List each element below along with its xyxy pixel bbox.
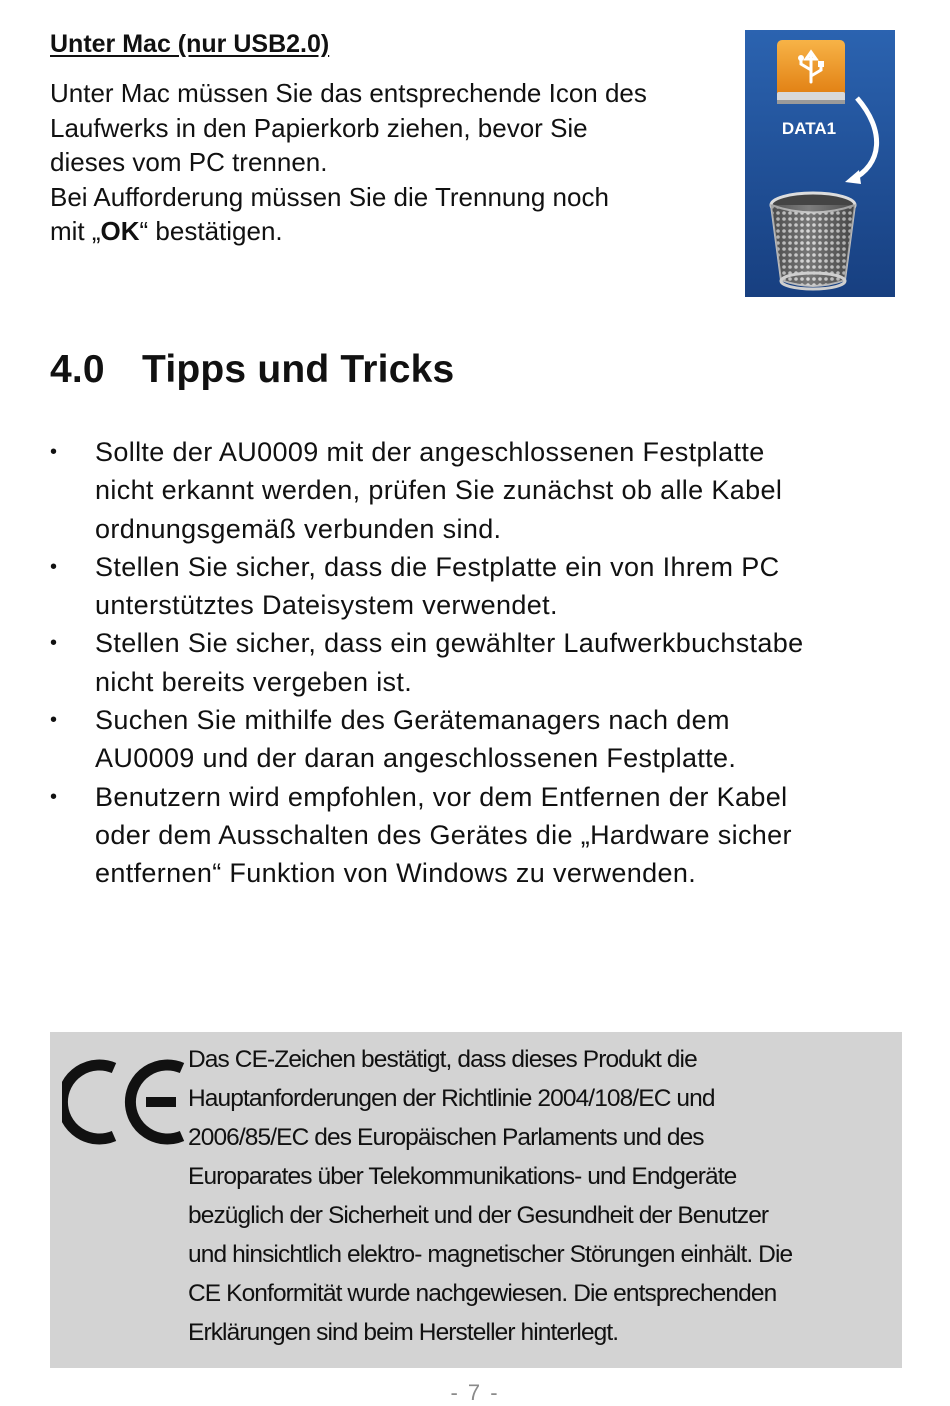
tip-line: entfernen“ Funktion von Windows zu verwenden. (95, 858, 697, 889)
ok-suffix: “ bestätigen. (139, 216, 283, 246)
mac-section-paragraph (50, 76, 730, 249)
list-item (50, 778, 910, 893)
mac-paragraph-line: Unter Mac müssen Sie das entsprechende Icon des (50, 78, 647, 108)
list-item (50, 624, 910, 701)
bullet-icon: • (50, 632, 58, 655)
ce-mark-logo (62, 1048, 187, 1158)
mac-paragraph-line: dieses vom PC trennen. (50, 147, 328, 177)
ce-line: Hauptanforderungen der Richtlinie 2004/108/EC und (188, 1085, 715, 1112)
ce-line: CE Konformität wurde nachgewiesen. Die entsprechenden (188, 1280, 777, 1307)
mac-paragraph-line: Bei Aufforderung müssen Sie die Trennung noch (50, 181, 609, 212)
ce-line: bezüglich der Sicherheit und der Gesundheit der Benutzer (188, 1202, 769, 1229)
section-number: 4.0 (50, 348, 105, 391)
section-title-text: Tipps und Tricks (142, 348, 455, 391)
ce-line: Das CE-Zeichen bestätigt, dass dieses Produkt die (188, 1046, 697, 1073)
usb-drive-icon (777, 40, 845, 104)
tip-line: Suchen Sie mithilfe des Gerätemanagers nach dem (95, 705, 730, 736)
bullet-icon: • (50, 441, 58, 463)
tip-line: Stellen Sie sicher, dass die Festplatte ein von Ihrem PC (95, 551, 780, 582)
mac-paragraph-line: Laufwerks in den Papierkorb ziehen, bevor Sie (50, 112, 588, 143)
drive-label: DATA1 (781, 119, 837, 138)
ce-notice-box (50, 1032, 902, 1368)
tip-line: ordnungsgemäß verbunden sind. (95, 513, 502, 544)
ce-line: Europarates über Telekommunikations- und Endgeräte (188, 1163, 737, 1190)
trash-icon (771, 193, 855, 289)
section-title (50, 348, 454, 392)
mac-paragraph-line-last (50, 216, 283, 246)
drag-to-trash-illustration (745, 30, 895, 297)
ce-line: und hinsichtlich elektro- magnetischer Störungen einhält. Die (188, 1241, 793, 1268)
ce-notice-text (188, 1040, 896, 1352)
page-number: - 7 - (450, 1380, 500, 1405)
tip-line: nicht bereits vergeben ist. (95, 666, 413, 697)
tip-line: nicht erkannt werden, prüfen Sie zunächst ob alle Kabel (95, 475, 783, 506)
tip-line: Sollte der AU0009 mit der angeschlossenen Festplatte (95, 437, 765, 467)
tip-line: AU0009 und der daran angeschlossenen Festplatte. (95, 743, 737, 774)
list-item (50, 433, 910, 548)
ce-line: 2006/85/EC des Europäischen Parlaments und des (188, 1124, 704, 1151)
ok-keyword: OK (100, 216, 140, 246)
list-item (50, 548, 910, 625)
tip-line: Benutzern wird empfohlen, vor dem Entfernen der Kabel (95, 781, 788, 812)
tip-line: unterstütztes Dateisystem verwendet. (95, 590, 558, 621)
bullet-icon: • (50, 709, 58, 732)
ok-prefix: mit „ (50, 216, 101, 246)
mac-section-heading: Unter Mac (nur USB2.0) (50, 30, 330, 58)
bullet-icon: • (50, 785, 58, 808)
tip-line: oder dem Ausschalten des Gerätes die „Hardware sicher (95, 819, 792, 850)
list-item (50, 701, 910, 778)
bullet-icon: • (50, 555, 58, 578)
tips-list (50, 433, 910, 893)
ce-line: Erklärungen sind beim Hersteller hinterlegt. (188, 1319, 619, 1346)
tip-line: Stellen Sie sicher, dass ein gewählter Laufwerkbuchstabe (95, 628, 804, 659)
